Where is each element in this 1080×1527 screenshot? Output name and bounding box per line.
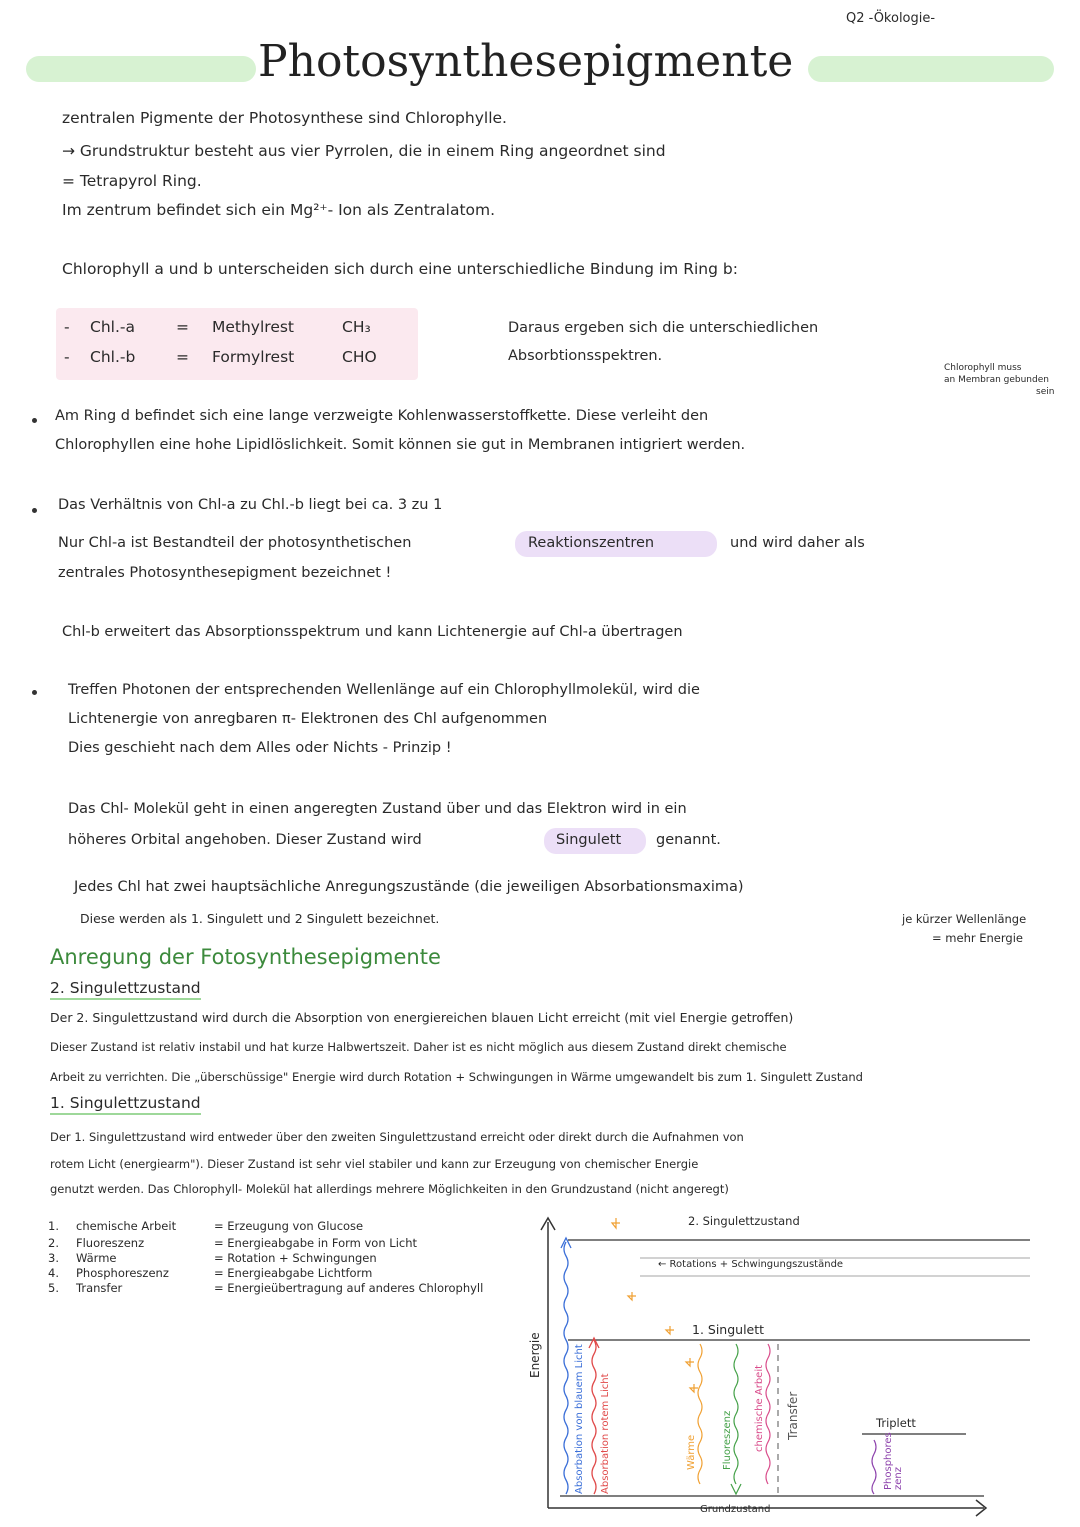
chl-b-dash: - xyxy=(64,348,70,366)
s1-line-3: genutzt werden. Das Chlorophyll- Molekül hat allerdings mehrere Möglichkeiten in den Grundzustand (nicht angeregt) xyxy=(50,1182,729,1196)
spectra-line-1: Daraus ergeben sich die unterschiedlichen xyxy=(508,320,819,336)
photons-line-2: Lichtenergie von anregbaren π- Elektronen des Chl aufgenommen xyxy=(68,711,548,727)
option-5-desc: = Energieübertragung auf anderes Chlorophyll xyxy=(214,1281,484,1295)
ground-label: Grundzustand xyxy=(700,1504,771,1515)
option-3-desc: = Rotation + Schwingungen xyxy=(214,1251,377,1265)
option-3-name: Wärme xyxy=(76,1251,117,1265)
red-absorption-label: Absorbation rotem Licht xyxy=(600,1373,611,1494)
option-4-desc: = Energieabgabe Lichtform xyxy=(214,1266,373,1280)
option-4-name: Phosphoreszenz xyxy=(76,1266,169,1280)
ratio-line-1: Das Verhältnis von Chl-a zu Chl.-b liegt bei ca. 3 zu 1 xyxy=(58,497,443,513)
page-title: Photosynthesepigmente xyxy=(258,36,794,87)
option-3-num: 3. xyxy=(48,1251,59,1265)
chl-b-eq: = xyxy=(176,348,189,366)
energy-note-2: = mehr Energie xyxy=(932,931,1023,945)
excited-line-1: Das Chl- Molekül geht in einen angeregten Zustand über und das Elektron wird in ein xyxy=(68,801,687,817)
excited-line-3: Jedes Chl hat zwei hauptsächliche Anregungszustände (die jeweiligen Absorbationsmaxima) xyxy=(74,879,744,895)
option-5-name: Transfer xyxy=(76,1281,123,1295)
intro-line-3: = Tetrapyrol Ring. xyxy=(62,172,202,190)
chl-a-dash: - xyxy=(64,318,70,336)
ring-d-line-1: Am Ring d befindet sich eine lange verzweigte Kohlenwasserstoffkette. Diese verleiht den xyxy=(55,408,709,424)
singulett: Singulett xyxy=(556,832,622,848)
chem-arbeit-label: chemische Arbeit xyxy=(754,1364,765,1452)
intro-line-1: zentralen Pigmente der Photosynthese sind Chlorophylle. xyxy=(62,109,507,127)
option-1-name: chemische Arbeit xyxy=(76,1219,177,1233)
s2-line-2: Dieser Zustand ist relativ instabil und hat kurze Halbwertszeit. Daher ist es nicht möglich aus diesem Zustand direkt chemische xyxy=(50,1040,787,1054)
excited-line-2a: höheres Orbital angehoben. Dieser Zustand wird xyxy=(68,832,422,848)
s1-label: 1. Singulett xyxy=(692,1322,765,1337)
chl-b-name: Chl.-b xyxy=(90,348,136,366)
chl-ab-line: Chlorophyll a und b unterscheiden sich durch eine unterschiedliche Bindung im Ring b: xyxy=(62,260,738,278)
option-5-num: 5. xyxy=(48,1281,59,1295)
blue-absorption-label: Absorbation von blauem Licht xyxy=(574,1344,585,1494)
s1-heading: 1. Singulettzustand xyxy=(50,1094,201,1115)
option-1-desc: = Erzeugung von Glucose xyxy=(214,1219,364,1233)
reaktionszentren: Reaktionszentren xyxy=(528,535,655,551)
phosphoreszenz-label: Phosphores zenz xyxy=(883,1432,904,1490)
s1-line-1: Der 1. Singulettzustand wird entweder über den zweiten Singulettzustand erreicht oder direkt durch die Aufnahmen von xyxy=(50,1130,744,1144)
ratio-line-3: zentrales Photosynthesepigment bezeichnet ! xyxy=(58,565,392,581)
chl-a-rest: Methylrest xyxy=(212,318,295,336)
ratio-line-4: Chl-b erweitert das Absorptionsspektrum und kann Lichtenergie auf Chl-a übertragen xyxy=(62,624,683,640)
rotation-label: ← Rotations + Schwingungszustände xyxy=(658,1259,844,1270)
s2-line-3: Arbeit zu verrichten. Die „überschüssige" Energie wird durch Rotation + Schwingungen in Wärme umgewandelt bis zum 1. Singulett Zustand xyxy=(50,1070,863,1084)
chl-a-name: Chl.-a xyxy=(90,318,135,336)
photons-line-1: Treffen Photonen der entsprechenden Wellenlänge auf ein Chlorophyllmolekül, wird die xyxy=(68,682,700,698)
waerme-label: Wärme xyxy=(686,1434,697,1470)
transfer-label: Transfer xyxy=(786,1391,800,1440)
ratio-line-2b: und wird daher als xyxy=(730,535,865,551)
excited-line-2b: genannt. xyxy=(656,832,721,848)
option-2-name: Fluoreszenz xyxy=(76,1236,145,1250)
red-absorption-arrow xyxy=(592,1340,596,1494)
y-axis-label: Energie xyxy=(528,1332,542,1378)
course-label: Q2 -Ökologie- xyxy=(846,11,936,26)
phosphoreszenz-arrow xyxy=(872,1440,876,1494)
ring-d-line-2: Chlorophyllen eine hohe Lipidlöslichkeit. Somit können sie gut in Membranen intigriert werden. xyxy=(55,437,746,453)
s2-label: 2. Singulettzustand xyxy=(688,1214,800,1228)
fluoreszenz-label: Fluoreszenz xyxy=(722,1410,733,1470)
ratio-line-2a: Nur Chl-a ist Bestandteil der photosynthetischen xyxy=(58,535,412,551)
fluoreszenz-head xyxy=(731,1484,741,1494)
intro-line-2: → Grundstruktur besteht aus vier Pyrrolen, die in einem Ring angeordnet sind xyxy=(62,142,666,160)
spectra-line-2: Absorbtionsspektren. xyxy=(508,348,663,364)
membrane-note-3: sein xyxy=(1036,387,1055,397)
photons-line-3: Dies geschieht nach dem Alles oder Nichts - Prinzip ! xyxy=(68,740,452,756)
relaxation-arrows xyxy=(612,1218,698,1392)
excitation-heading: Anregung der Fotosynthesepigmente xyxy=(50,945,441,969)
chl-a-eq: = xyxy=(176,318,189,336)
option-1-num: 1. xyxy=(48,1219,59,1233)
option-2-num: 2. xyxy=(48,1236,59,1250)
energy-note-1: je kürzer Wellenlänge xyxy=(902,912,1027,926)
s2-heading: 2. Singulettzustand xyxy=(50,979,201,1000)
option-4-num: 4. xyxy=(48,1266,59,1280)
option-2-desc: = Energieabgabe in Form von Licht xyxy=(214,1236,418,1250)
waerme-arrow xyxy=(698,1344,702,1484)
intro-line-4: Im zentrum befindet sich ein Mg²⁺- Ion als Zentralatom. xyxy=(62,201,496,219)
chl-a-formula: CH₃ xyxy=(342,318,371,336)
chl-b-formula: CHO xyxy=(342,348,377,366)
membrane-note-1: Chlorophyll muss xyxy=(944,363,1022,373)
s1-line-2: rotem Licht (energiearm"). Dieser Zustand ist sehr viel stabiler und kann zur Erzeugung von chemischer Energie xyxy=(50,1157,699,1171)
triplet-label: Triplett xyxy=(876,1416,916,1430)
blue-absorption-arrow xyxy=(564,1242,568,1494)
excited-line-4: Diese werden als 1. Singulett und 2 Singulett bezeichnet. xyxy=(80,911,440,926)
fluoreszenz-arrow xyxy=(734,1344,738,1484)
membrane-note-2: an Membran gebunden xyxy=(944,375,1049,385)
chem-arbeit-arrow xyxy=(766,1344,770,1484)
chl-b-rest: Formylrest xyxy=(212,348,295,366)
s2-line-1: Der 2. Singulettzustand wird durch die Absorption von energiereichen blauen Licht erreicht (mit viel Energie getroffen) xyxy=(50,1010,794,1025)
